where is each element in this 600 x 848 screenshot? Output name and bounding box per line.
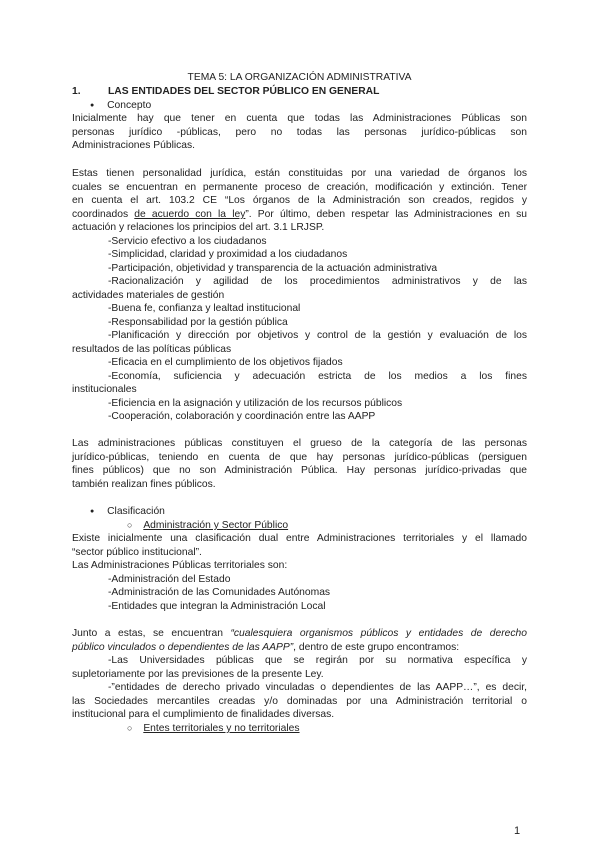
paragraph-line: Las Administraciones Públicas territoriales son: [72,560,288,571]
section-title: LAS ENTIDADES DEL SECTOR PÚBLICO EN GENERAL [108,86,380,97]
paragraph-line: también realizan fines públicos. [72,479,216,490]
text-run: , dentro de este grupo encontramos: [293,642,460,653]
subheading-administracion [127,519,582,532]
circle-bullet-icon: ○ [127,723,133,733]
text-run: Junto a estas, se encuentran [72,628,231,639]
territorial-item: -Entidades que integran la Administración Local [108,601,326,612]
paragraph-line: Inicialmente hay que tener en cuenta que todas las Administraciones Públicas son [72,113,527,124]
paragraph-line [72,641,527,654]
paragraph-line: Administraciones Públicas. [72,140,196,151]
principle-item-cont: resultados de las políticas públicas [72,344,232,355]
principle-item-cont: actividades materiales de gestión [72,290,225,301]
section-number: 1. [72,86,81,97]
paragraph-line: en cuenta el art. 103.2 CE “Los órganos de la Administración son creados, regidos y [72,195,527,206]
section-heading [72,85,527,98]
bullet-clasificacion [90,505,545,518]
page-number: 1 [514,825,521,837]
bullet-label: Clasificación [107,506,165,517]
paragraph-line: personas jurídico -públicas, pero no todas las personas jurídico-públicas son [72,127,527,138]
italic-text: “cualesquiera organismos públicos y entidades de derecho [230,628,528,639]
paragraph-line [72,208,527,221]
territorial-item: -Administración de las Comunidades Autónomas [108,587,331,598]
paragraph-line: “sector público institucional”. [72,547,202,558]
principle-item: -Cooperación, colaboración y coordinación entre las AAPP [108,411,376,422]
bullet-icon: ● [90,508,95,515]
subheading-label: Entes territoriales y no territoriales [143,723,300,734]
bullet-concepto [90,99,545,112]
principle-item: -Planificación y dirección por objetivos y control de la gestión y evaluación de los [108,330,527,341]
principle-item: -Racionalización y agilidad de los procedimientos administrativos y de las [108,276,527,287]
bullet-label: Concepto [107,100,152,111]
paragraph-line: actuación y relaciones los principios del art. 3.1 LRJSP. [72,222,325,233]
principle-item: -Economía, suficiencia y adecuación estricta de los medios a los fines [108,371,527,382]
paragraph-line: Las administraciones públicas constituyen el grueso de la categoría de las personas [72,438,527,449]
text-run: coordinados [72,209,129,220]
principle-item: -Responsabilidad por la gestión pública [108,317,288,328]
paragraph-line: Estas tienen personalidad jurídica, están constituidas por una variedad de órganos los [72,168,527,179]
principle-item-cont: institucionales [72,384,137,395]
underlined-text: de acuerdo con la ley [134,209,246,220]
principle-item: -Participación, objetividad y transparencia de la actuación administrativa [108,263,438,274]
principle-item: -Eficacia en el cumplimiento de los objetivos fijados [108,357,343,368]
paragraph-line: -”entidades de derecho privado vinculadas o dependientes de las AAPP…”, es decir, [108,682,527,693]
paragraph-line: -Las Universidades públicas que se regirán por su normativa específica y [108,655,527,666]
subheading-entes [127,722,582,735]
principle-item: -Eficiencia en la asignación y utilización de los recursos públicos [108,398,403,409]
text-run: ”. Por último, deben respetar las Administraciones en su [245,209,527,220]
paragraph-line: institucional para el cumplimiento de finalidades diversas. [72,709,335,720]
page-title: TEMA 5: LA ORGANIZACIÓN ADMINISTRATIVA [187,72,412,83]
principle-item: -Buena fe, confianza y lealtad institucional [108,303,301,314]
paragraph-line [72,627,527,640]
paragraph-line: jurídico-públicas, teniendo en cuenta de que hay personas jurídico-públicas (persiguen [72,452,527,463]
paragraph-line: Existe inicialmente una clasificación dual entre Administraciones territoriales y el llamado [72,533,527,544]
bullet-icon: ● [90,102,95,109]
italic-text: público vinculados o dependientes de las AAPP” [72,642,294,653]
paragraph-line: supletoriamente por las previsiones de la presente Ley. [72,669,324,680]
principle-item: -Servicio efectivo a los ciudadanos [108,236,267,247]
paragraph-line: las Sociedades mercantiles creadas y/o dominadas por una Administración territorial o [72,696,527,707]
paragraph-line: fines públicos) que no son Administración Pública. Hay personas jurídico-privadas que [72,465,527,476]
paragraph-line: cuales se encuentran en permanente proceso de creación, modificación y extinción. Tener [72,182,527,193]
subheading-label: Administración y Sector Público [143,520,289,531]
territorial-item: -Administración del Estado [108,574,231,585]
principle-item: -Simplicidad, claridad y proximidad a los ciudadanos [108,249,348,260]
circle-bullet-icon: ○ [127,520,133,530]
